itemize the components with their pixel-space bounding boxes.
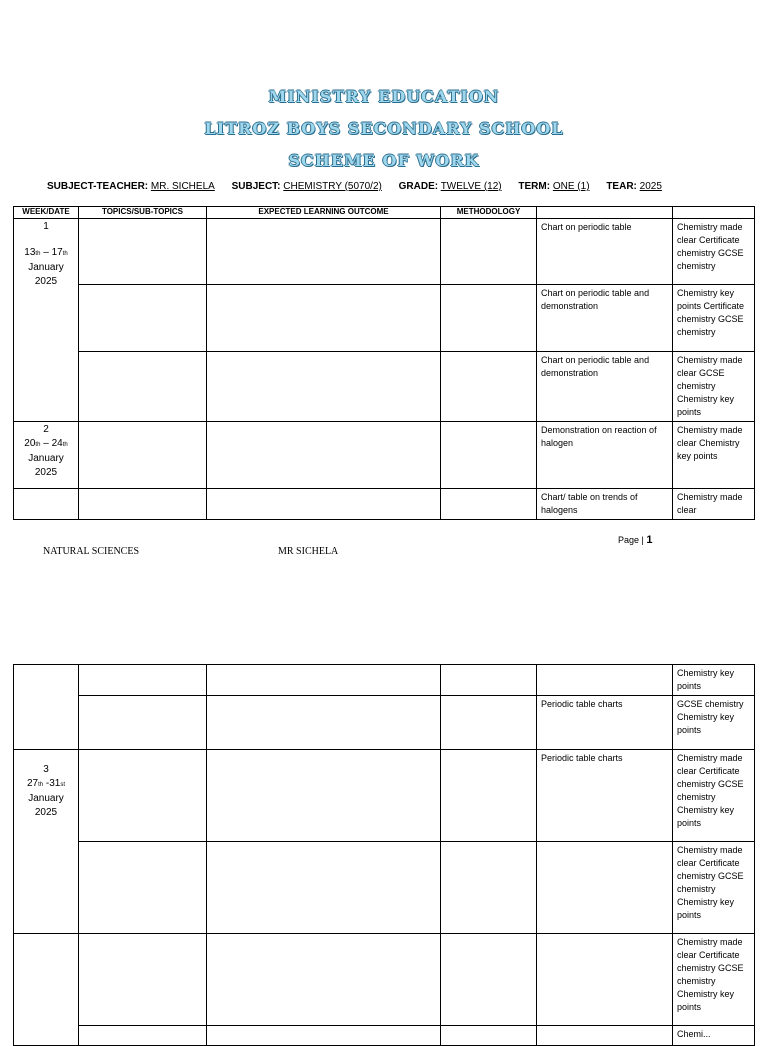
methodology-cell (537, 842, 673, 934)
subject-label: SUBJECT: (231, 181, 281, 192)
grade-value: TWELVE (12) (440, 181, 502, 192)
term-label: TERM: (518, 181, 551, 192)
methodology-cell: Periodic table charts (537, 750, 673, 842)
table-row (14, 665, 755, 696)
methodology-cell (537, 665, 673, 696)
footer-department: NATURAL SCIENCES (43, 546, 140, 557)
col-header: METHODOLOGY (441, 207, 537, 219)
week-cell: 1 13th – 17th January 2025 (14, 219, 79, 422)
resources-cell: Chemistry key points Certificate chemistry GCSE chemistry (673, 285, 755, 352)
table-row (14, 696, 755, 750)
table-row (14, 934, 755, 1026)
table-row (14, 489, 755, 520)
resources-cell: GCSE chemistry Chemistry key points (673, 696, 755, 750)
scheme-table-page1 (13, 206, 755, 520)
info-line (47, 181, 662, 192)
year-label: TEAR: (606, 181, 637, 192)
col-header (673, 207, 755, 219)
teacher-label: SUBJECT-TEACHER: (47, 181, 149, 192)
resources-cell: Chemistry made clear Certificate chemistry GCSE chemistry Chemistry key points (673, 750, 755, 842)
year-value: 2025 (639, 181, 662, 192)
resources-cell: Chemistry made clear Certificate chemistry GCSE chemistry Chemistry key points (673, 934, 755, 1026)
table-row (14, 422, 755, 489)
methodology-cell: Demonstration on reaction of halogen (537, 422, 673, 489)
grade-label: GRADE: (398, 181, 439, 192)
methodology-cell (537, 1026, 673, 1046)
resources-cell: Chemistry key points (673, 665, 755, 696)
page-number: Page | 1 (618, 534, 653, 546)
term-value: ONE (1) (552, 181, 590, 192)
table-row (14, 219, 755, 285)
school-heading: LITROZ BOYS SECONDARY SCHOOL (204, 119, 564, 138)
table-row (14, 1026, 755, 1046)
document-title: SCHEME OF WORK (288, 151, 480, 170)
resources-cell: Chemistry made clear GCSE chemistry Chemistry key points (673, 352, 755, 422)
resources-cell: Chemistry made clear Certificate chemistry GCSE chemistry Chemistry key points (673, 842, 755, 934)
table-header-row (14, 207, 755, 219)
col-header (537, 207, 673, 219)
resources-cell: Chemi... (673, 1026, 755, 1046)
ministry-heading: MINISTRY EDUCATION (268, 87, 500, 106)
resources-cell: Chemistry made clear Chemistry key points (673, 422, 755, 489)
subject-value: CHEMISTRY (5070/2) (283, 181, 382, 192)
col-header: WEEK/DATE (14, 207, 79, 219)
methodology-cell: Chart on periodic table and demonstration (537, 285, 673, 352)
teacher-value: MR. SICHELA (150, 181, 215, 192)
week-cell: 3 27th -31st January 2025 (14, 750, 79, 934)
table-row (14, 750, 755, 842)
col-header: TOPICS/SUB-TOPICS (79, 207, 207, 219)
resources-cell: Chemistry made clear (673, 489, 755, 520)
table-row (14, 352, 755, 422)
scheme-table-page2 (13, 664, 755, 1046)
methodology-cell: Periodic table charts (537, 696, 673, 750)
resources-cell: Chemistry made clear Certificate chemistry GCSE chemistry (673, 219, 755, 285)
col-header: EXPECTED LEARNING OUTCOME (207, 207, 441, 219)
week-cell: 2 20th – 24th January 2025 (14, 422, 79, 489)
methodology-cell: Chart on periodic table (537, 219, 673, 285)
table-row (14, 842, 755, 934)
methodology-cell: Chart/ table on trends of halogens (537, 489, 673, 520)
methodology-cell (537, 934, 673, 1026)
table-row (14, 285, 755, 352)
methodology-cell: Chart on periodic table and demonstration (537, 352, 673, 422)
footer-teacher: MR SICHELA (278, 546, 339, 557)
